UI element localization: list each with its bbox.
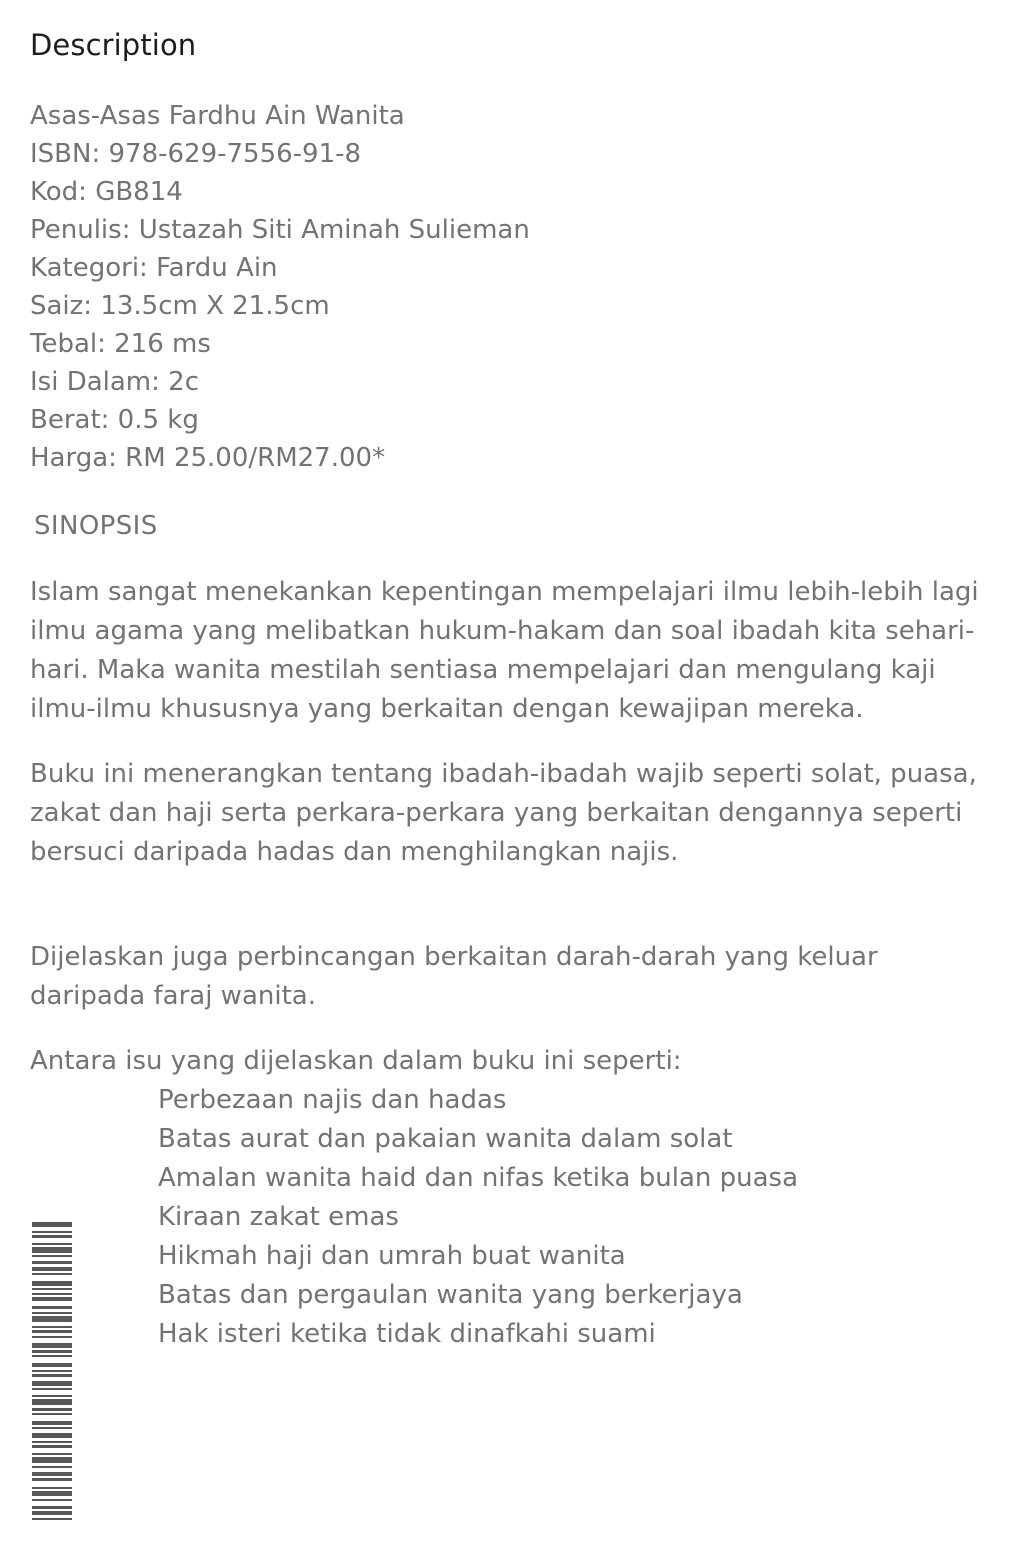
barcode-icon <box>32 1222 72 1522</box>
list-item: Perbezaan najis dan hadas <box>158 1084 507 1115</box>
metadata-line: Asas-Asas Fardhu Ain Wanita <box>30 100 405 131</box>
synopsis-paragraph: Islam sangat menekankan kepentingan mempelajari ilmu lebih-lebih lagi ilmu agama yang melibatkan hukum-hakam dan soal ibadah kita sehari-hari. Maka wanita mestilah sentiasa mempelajari dan mengulang kaji ilmu-ilmu khususnya yang berkaitan dengan kewajipan mereka. <box>30 576 979 724</box>
metadata-line: Isi Dalam: 2c <box>30 366 199 397</box>
topics-list <box>30 1081 994 1354</box>
metadata-line: Tebal: 216 ms <box>30 328 211 359</box>
metadata-line: Harga: RM 25.00/RM27.00* <box>30 442 386 473</box>
list-item: Hikmah haji dan umrah buat wanita <box>158 1240 626 1271</box>
metadata-line: ISBN: 978-629-7556-91-8 <box>30 138 362 169</box>
synopsis-paragraph: Dijelaskan juga perbincangan berkaitan darah-darah yang keluar daripada faraj wanita. <box>30 941 878 1011</box>
page-title: Description <box>30 28 197 62</box>
list-item: Amalan wanita haid dan nifas ketika bulan puasa <box>158 1162 799 1193</box>
synopsis-label: SINOPSIS <box>34 510 158 541</box>
topics-intro: Antara isu yang dijelaskan dalam buku ini seperti: <box>30 1045 682 1076</box>
metadata-line: Saiz: 13.5cm X 21.5cm <box>30 290 330 321</box>
metadata-line: Kategori: Fardu Ain <box>30 252 278 283</box>
metadata-line: Penulis: Ustazah Siti Aminah Sulieman <box>30 214 530 245</box>
metadata-line: Berat: 0.5 kg <box>30 404 199 435</box>
list-item: Hak isteri ketika tidak dinafkahi suami <box>158 1318 656 1349</box>
book-metadata <box>30 97 994 477</box>
metadata-line: Kod: GB814 <box>30 176 183 207</box>
synopsis-paragraph: Buku ini menerangkan tentang ibadah-ibadah wajib seperti solat, puasa, zakat dan haji serta perkara-perkara yang berkaitan dengannya seperti bersuci daripada hadas dan menghilangkan najis. <box>30 758 977 867</box>
list-item: Batas aurat dan pakaian wanita dalam solat <box>158 1123 733 1154</box>
list-item: Batas dan pergaulan wanita yang berkerjaya <box>158 1279 743 1310</box>
list-item: Kiraan zakat emas <box>158 1201 399 1232</box>
